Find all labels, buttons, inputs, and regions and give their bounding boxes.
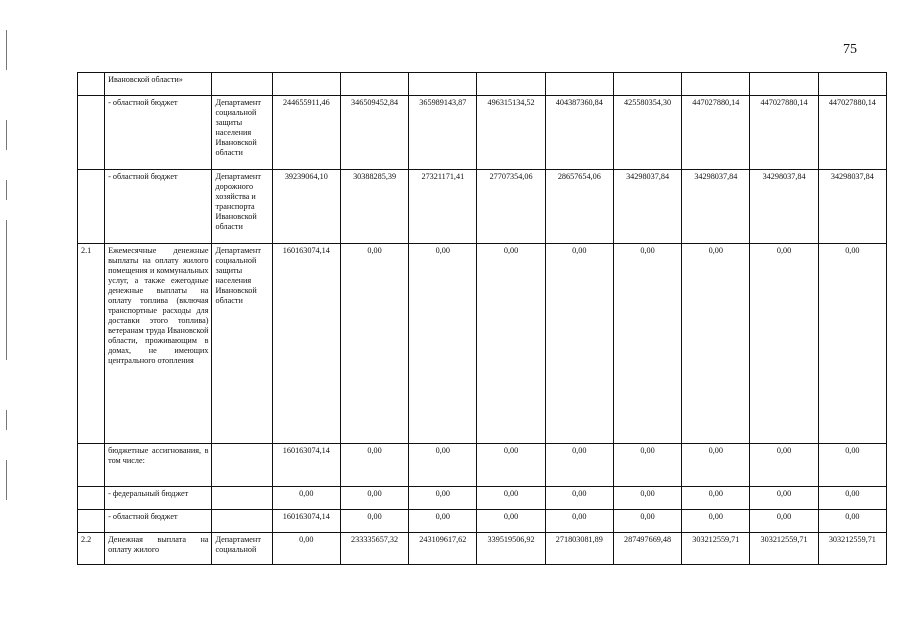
value-cell: 30388285,39	[340, 170, 408, 244]
page-number: 75	[843, 42, 857, 57]
value-cell	[818, 73, 886, 96]
scan-edge-marks	[4, 20, 12, 620]
value-cell	[750, 73, 818, 96]
value-cell	[409, 73, 477, 96]
value-cell: 346509452,84	[340, 96, 408, 170]
value-cell: 0,00	[818, 487, 886, 510]
value-cell: 0,00	[750, 244, 818, 444]
value-cell: 34298037,84	[613, 170, 681, 244]
value-cell	[682, 73, 750, 96]
value-cell: 303212559,71	[750, 533, 818, 565]
value-cell: 0,00	[682, 444, 750, 487]
value-cell: 0,00	[409, 510, 477, 533]
value-cell: 339519506,92	[477, 533, 545, 565]
row-department: Департамент дорожного хозяйства и транспорта Ивановской области	[212, 170, 272, 244]
value-cell: 0,00	[818, 244, 886, 444]
value-cell	[545, 73, 613, 96]
value-cell: 243109617,62	[409, 533, 477, 565]
row-number	[78, 96, 105, 170]
value-cell: 496315134,52	[477, 96, 545, 170]
value-cell: 303212559,71	[818, 533, 886, 565]
value-cell: 34298037,84	[682, 170, 750, 244]
value-cell: 0,00	[272, 533, 340, 565]
row-number	[78, 73, 105, 96]
row-name: бюджетные ассигнования, в том числе:	[105, 444, 212, 487]
row-department	[212, 510, 272, 533]
row-number: 2.2	[78, 533, 105, 565]
row-number	[78, 444, 105, 487]
row-department: Департамент социальной защиты населения Ивановской области	[212, 244, 272, 444]
value-cell: 287497669,48	[613, 533, 681, 565]
row-name: - федеральный бюджет	[105, 487, 212, 510]
value-cell: 0,00	[818, 444, 886, 487]
row-number	[78, 510, 105, 533]
row-department	[212, 444, 272, 487]
value-cell: 0,00	[613, 244, 681, 444]
value-cell: 160163074,14	[272, 444, 340, 487]
value-cell: 27321171,41	[409, 170, 477, 244]
value-cell: 0,00	[545, 444, 613, 487]
row-department: Департамент социальной	[212, 533, 272, 565]
value-cell: 0,00	[613, 444, 681, 487]
value-cell: 39239064,10	[272, 170, 340, 244]
value-cell: 27707354,06	[477, 170, 545, 244]
row-name: Ежемесячные денежные выплаты на оплату жилого помещения и коммунальных услуг, а также ежегодные денежные выплаты на оплату топлива (включая транспортные расходы для доставки этого топлива) ветеранам труда Ивановской области, проживающим в домах, не имеющих центрального отопления	[105, 244, 212, 444]
budget-table	[77, 72, 887, 565]
value-cell: 0,00	[340, 510, 408, 533]
row-name: Ивановской области»	[105, 73, 212, 96]
value-cell: 447027880,14	[682, 96, 750, 170]
value-cell: 0,00	[750, 487, 818, 510]
value-cell: 0,00	[613, 487, 681, 510]
value-cell: 0,00	[477, 510, 545, 533]
table-row	[78, 510, 887, 533]
value-cell: 0,00	[545, 244, 613, 444]
value-cell: 0,00	[272, 487, 340, 510]
value-cell: 0,00	[477, 244, 545, 444]
value-cell: 0,00	[545, 510, 613, 533]
value-cell: 365989143,87	[409, 96, 477, 170]
row-name: Денежная выплата на оплату жилого	[105, 533, 212, 565]
table-row	[78, 73, 887, 96]
row-department	[212, 73, 272, 96]
table-row	[78, 170, 887, 244]
value-cell: 0,00	[409, 487, 477, 510]
row-name: - областной бюджет	[105, 510, 212, 533]
value-cell: 0,00	[545, 487, 613, 510]
value-cell: 0,00	[340, 487, 408, 510]
value-cell: 0,00	[750, 510, 818, 533]
value-cell: 447027880,14	[818, 96, 886, 170]
value-cell: 404387360,84	[545, 96, 613, 170]
row-number: 2.1	[78, 244, 105, 444]
value-cell	[340, 73, 408, 96]
row-department	[212, 487, 272, 510]
value-cell: 447027880,14	[750, 96, 818, 170]
value-cell: 34298037,84	[750, 170, 818, 244]
value-cell: 271803081,89	[545, 533, 613, 565]
value-cell: 0,00	[340, 444, 408, 487]
value-cell: 0,00	[750, 444, 818, 487]
value-cell: 0,00	[340, 244, 408, 444]
value-cell: 160163074,14	[272, 510, 340, 533]
table-row	[78, 96, 887, 170]
value-cell: 0,00	[409, 444, 477, 487]
value-cell: 0,00	[613, 510, 681, 533]
value-cell: 303212559,71	[682, 533, 750, 565]
value-cell: 0,00	[477, 487, 545, 510]
table-row	[78, 533, 887, 565]
row-name: - областной бюджет	[105, 170, 212, 244]
value-cell: 244655911,46	[272, 96, 340, 170]
value-cell: 233335657,32	[340, 533, 408, 565]
row-number	[78, 170, 105, 244]
value-cell: 0,00	[682, 244, 750, 444]
row-department: Департамент социальной защиты населения Ивановской области	[212, 96, 272, 170]
value-cell: 0,00	[818, 510, 886, 533]
value-cell: 28657654,06	[545, 170, 613, 244]
value-cell	[477, 73, 545, 96]
value-cell: 0,00	[682, 487, 750, 510]
table-row	[78, 487, 887, 510]
value-cell	[613, 73, 681, 96]
value-cell: 0,00	[477, 444, 545, 487]
value-cell: 0,00	[682, 510, 750, 533]
row-number	[78, 487, 105, 510]
row-name: - областной бюджет	[105, 96, 212, 170]
table-row	[78, 244, 887, 444]
value-cell: 0,00	[409, 244, 477, 444]
value-cell	[272, 73, 340, 96]
value-cell: 160163074,14	[272, 244, 340, 444]
table-row	[78, 444, 887, 487]
value-cell: 425580354,30	[613, 96, 681, 170]
value-cell: 34298037,84	[818, 170, 886, 244]
